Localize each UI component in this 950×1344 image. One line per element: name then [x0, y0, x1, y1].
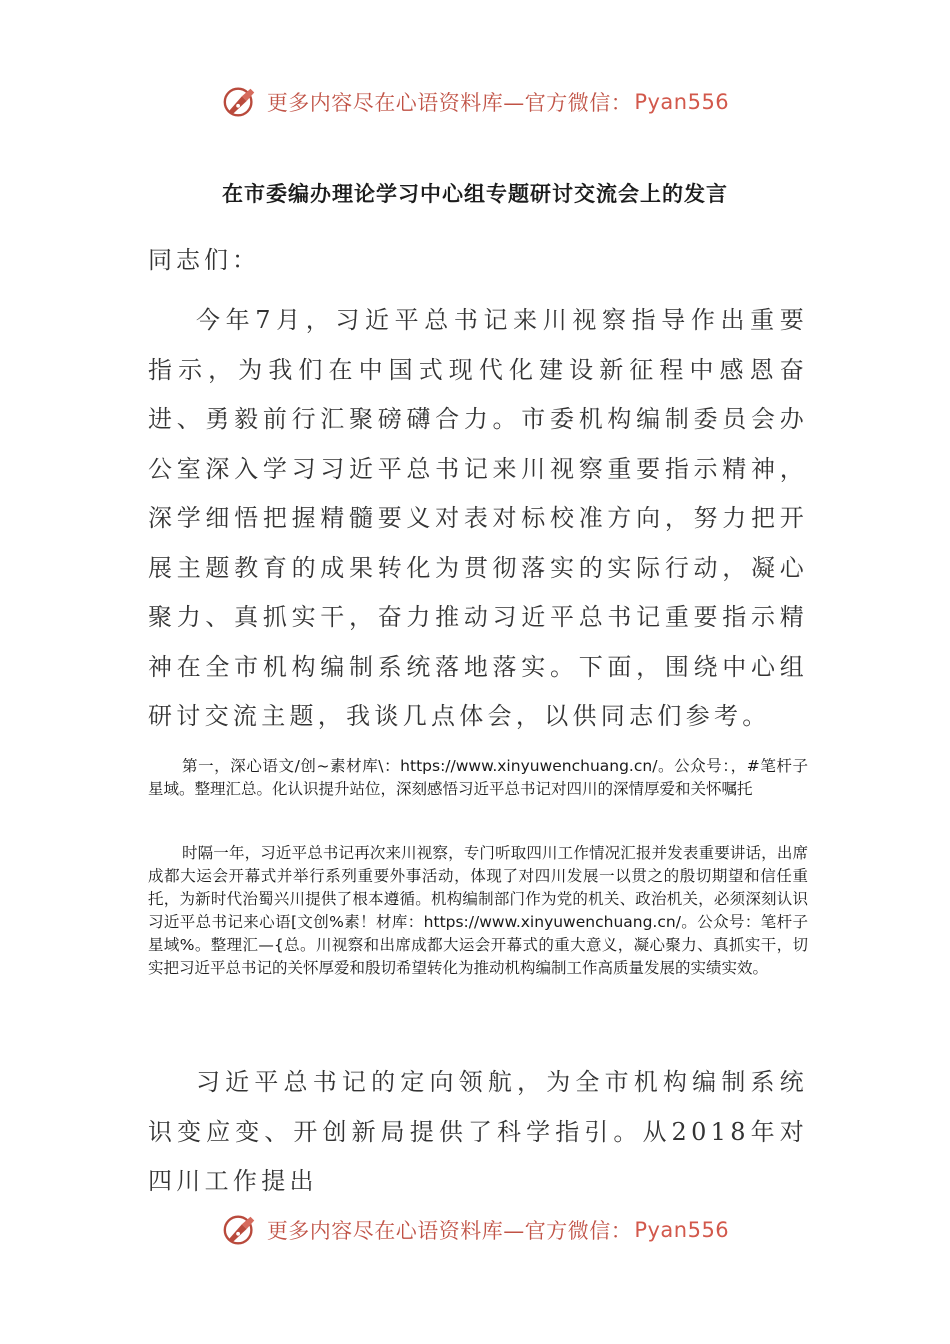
greeting: 同志们：	[148, 246, 260, 274]
banner-wechat-id: Pyan556	[634, 1218, 730, 1242]
pen-nib-icon	[221, 83, 259, 121]
paragraph-section-one-body: 时隔一年，习近平总书记再次来川视察，专门听取四川工作情况汇报并发表重要讲话，出席成都大运会开幕式并举行系列重要外事活动，体现了对四川发展一以贯之的殷切期望和信任重托，为新时代治蜀兴川提供了根本遵循。机构编制部门作为党的机关、政治机关，必须深刻认识习近平总书记来心语[文创%素！材库：https://www.xinyuwenchuang.cn/。公众号：笔杆子星域%。整理汇—{总。川视察和出席成都大运会开幕式的重大意义，凝心聚力、真抓实干，切实把习近平总书记的关怀厚爱和殷切希望转化为推动机构编制工作高质量发展的实绩实效。	[148, 844, 808, 977]
paragraph-guidance: 习近平总书记的定向领航，为全市机构编制系统识变应变、开创新局提供了科学指引。从2018年对四川工作提出	[148, 1068, 808, 1195]
document-title: 在市委编办理论学习中心组专题研讨交流会上的发言	[222, 181, 728, 206]
banner-text: 更多内容尽在心语资料库—官方微信：	[266, 1219, 633, 1243]
header-banner	[0, 80, 950, 124]
paragraph-section-one-heading: 第一，深心语文/创~素材库\：https://www.xinyuwenchuang.cn/。公众号：，#笔杆子星域。整理汇总。化认识提升站位，深刻感悟习近平总书记对四川的深情厚爱和关怀嘱托	[148, 757, 808, 798]
footer-banner	[0, 1208, 950, 1252]
banner-wechat-id: Pyan556	[634, 90, 730, 114]
pen-nib-icon	[221, 1211, 259, 1249]
banner-text: 更多内容尽在心语资料库—官方微信：	[266, 91, 633, 115]
paragraph-intro: 今年7月，习近平总书记来川视察指导作出重要指示，为我们在中国式现代化建设新征程中感恩奋进、勇毅前行汇聚磅礴合力。市委机构编制委员会办公室深入学习习近平总书记来川视察重要指示精神，深学细悟把握精髓要义对表对标校准方向，努力把开展主题教育的成果转化为贯彻落实的实际行动，凝心聚力、真抓实干，奋力推动习近平总书记重要指示精神在全市机构编制系统落地落实。下面，围绕中心组研讨交流主题，我谈几点体会，以供同志们参考。	[148, 306, 808, 730]
